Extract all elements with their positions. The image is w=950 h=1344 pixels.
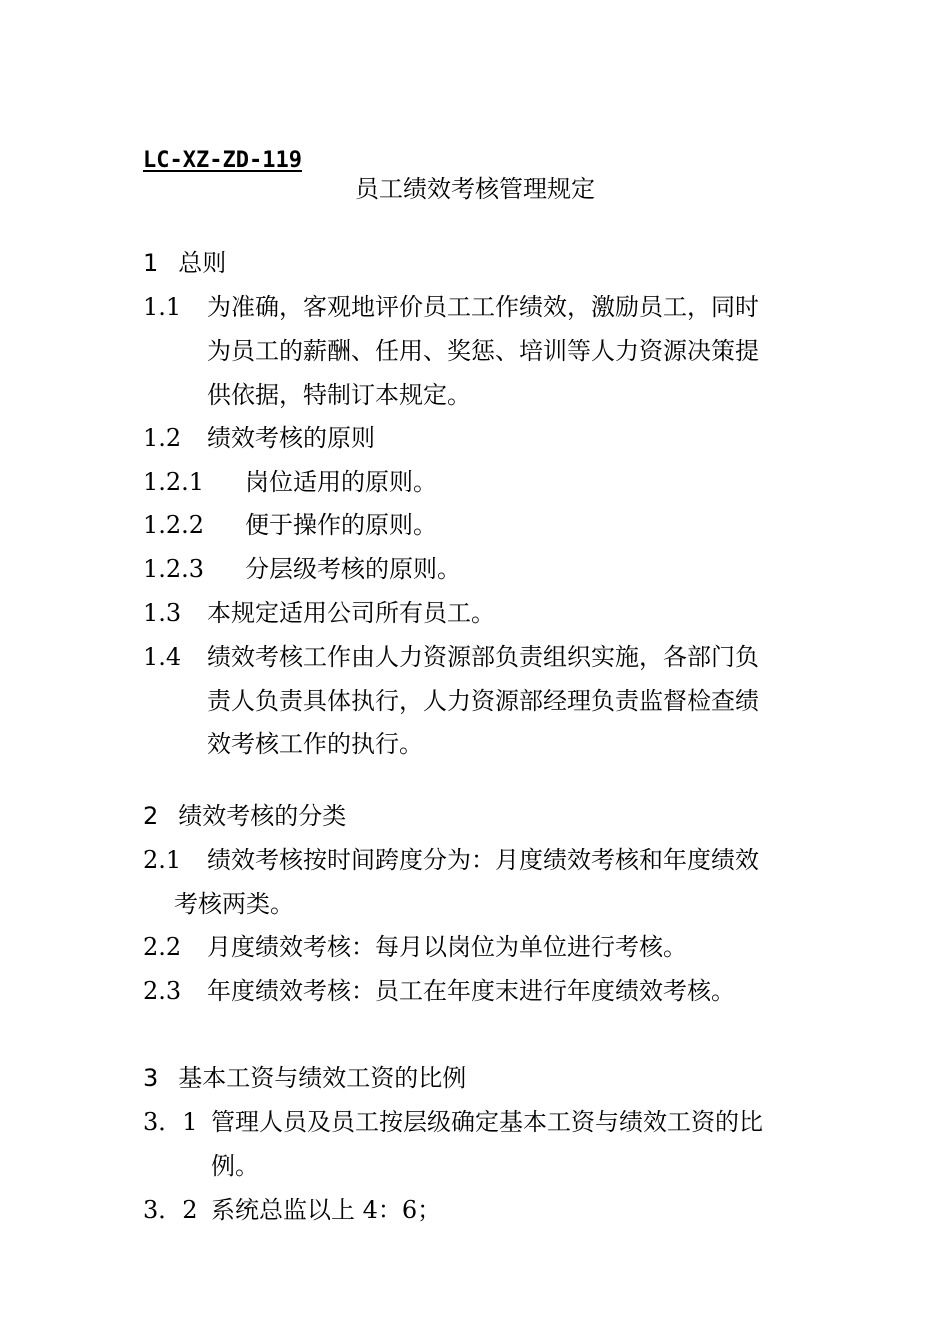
section-1-heading <box>143 248 226 278</box>
clause-number: 1.1 <box>143 293 182 321</box>
clause-text: 绩效考核按时间跨度分为：月度绩效考核和年度绩效 <box>207 846 759 874</box>
clause-text: 责人负责具体执行，人力资源部经理负责监督检查绩 <box>207 687 759 715</box>
clause-text: 年度绩效考核：员工在年度末进行年度绩效考核。 <box>207 977 735 1005</box>
clause-text: 管理人员及员工按层级确定基本工资与绩效工资的比 <box>211 1108 763 1136</box>
section-number: 1 <box>143 249 159 277</box>
clause-number: 2.2 <box>143 933 182 961</box>
clause-text: 为准确，客观地评价员工工作绩效，激励员工，同时 <box>207 293 759 321</box>
clause-text: 供依据，特制订本规定。 <box>207 381 471 409</box>
clause-number: 1.2.1 <box>143 468 205 496</box>
clause-text: 为员工的薪酬、任用、奖惩、培训等人力资源决策提 <box>207 337 759 365</box>
clause-text: 考核两类。 <box>174 890 294 918</box>
section-title: 绩效考核的分类 <box>178 802 347 830</box>
section-number: 3 <box>143 1064 159 1092</box>
clause-number: 1.4 <box>143 643 182 671</box>
section-title: 总则 <box>178 249 227 277</box>
section-2-heading <box>143 801 346 831</box>
clause-number: 3．2 <box>143 1196 198 1224</box>
clause-number: 2.3 <box>143 977 182 1005</box>
document-code: LC-XZ-ZD-119 <box>143 148 302 173</box>
clause-number: 1.2 <box>143 424 182 452</box>
clause-text: 分层级考核的原则。 <box>245 555 461 583</box>
clause-number: 1.2.3 <box>143 555 205 583</box>
clause-text: 绩效考核工作由人力资源部负责组织实施，各部门负 <box>207 643 759 671</box>
clause-number: 1.3 <box>143 599 182 627</box>
clause-text: 岗位适用的原则。 <box>245 468 437 496</box>
clause-text: 本规定适用公司所有员工。 <box>207 599 495 627</box>
clause-number: 1.2.2 <box>143 511 205 539</box>
clause-text: 系统总监以上 4：6； <box>211 1196 442 1224</box>
clause-number: 3．1 <box>143 1108 198 1136</box>
clause-text: 绩效考核的原则 <box>207 424 375 452</box>
section-number: 2 <box>143 802 159 830</box>
section-3-heading <box>143 1063 466 1093</box>
clause-text: 便于操作的原则。 <box>245 511 437 539</box>
clause-number: 2.1 <box>143 846 182 874</box>
clause-text: 效考核工作的执行。 <box>207 730 423 758</box>
document-title: 员工绩效考核管理规定 <box>355 175 595 203</box>
clause-text: 月度绩效考核：每月以岗位为单位进行考核。 <box>207 933 687 961</box>
section-title: 基本工资与绩效工资的比例 <box>178 1064 467 1092</box>
clause-text: 例。 <box>211 1152 259 1180</box>
